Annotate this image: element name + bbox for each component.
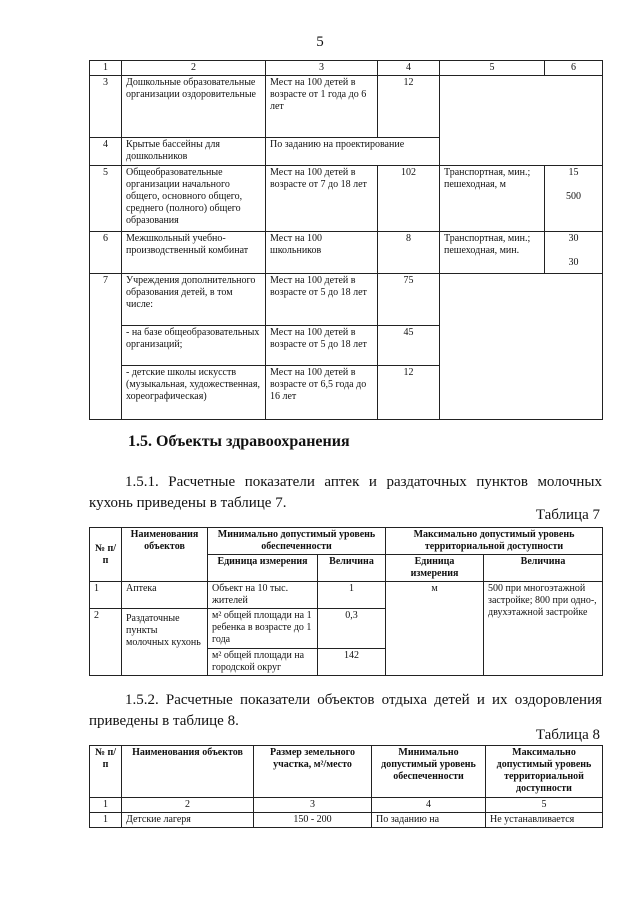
object-name: Общеобразовательные организации начального общего, основного общего, среднего (полного) общего образования [122, 166, 266, 232]
col-number: 1 [90, 61, 122, 76]
access-unit: м [386, 582, 484, 676]
table-header-row [90, 746, 603, 798]
unit: Мест на 100 детей в возрасте от 5 до 18 лет [266, 326, 378, 366]
header-name: Наименования объектов [122, 528, 208, 582]
col-number: 5 [440, 61, 545, 76]
header-value: Величина [318, 555, 386, 582]
row-number: 2 [90, 609, 122, 676]
access-label: Транспортная, мин.; пешеходная, м [440, 166, 545, 232]
header-min-level: Минимально допустимый уровень обеспеченности [208, 528, 386, 555]
access-values [545, 166, 603, 232]
pharmacy-table [89, 527, 603, 676]
value: 12 [378, 76, 440, 138]
unit: Мест на 100 детей в возрасте от 5 до 18 лет [266, 274, 378, 326]
col-number: 3 [254, 798, 372, 813]
section-heading: 1.5. Объекты здравоохранения [128, 433, 350, 450]
object-name: Детские лагеря [122, 813, 254, 828]
unit: Объект на 10 тыс. жителей [208, 582, 318, 609]
header-unit: Единица измерения [208, 555, 318, 582]
header-max-level: Максимально допустимый уровень территориальной доступности [486, 746, 603, 798]
access-values [545, 232, 603, 274]
access-value: 30 [568, 233, 579, 244]
row-number: 6 [90, 232, 122, 274]
col-number: 2 [122, 61, 266, 76]
row-number: 7 [90, 274, 122, 420]
access-value: 500 [566, 191, 581, 202]
unit: Мест на 100 детей в возрасте от 7 до 18 лет [266, 166, 378, 232]
header-area: Размер земельного участка, м²/место [254, 746, 372, 798]
table-row [90, 582, 603, 609]
value: 12 [378, 366, 440, 420]
table-row [90, 813, 603, 828]
value: 1 [318, 582, 386, 609]
area-value: 150 - 200 [254, 813, 372, 828]
object-name: Аптека [122, 582, 208, 609]
object-name: Учреждения дополнительного образования детей, в том числе: [122, 274, 266, 326]
value: 102 [378, 166, 440, 232]
access-value: 15 [568, 167, 579, 178]
header-number: № п/п [90, 746, 122, 798]
object-name: Дошкольные образовательные организации оздоровительные [122, 76, 266, 138]
value: 45 [378, 326, 440, 366]
max-level-value: Не устанавливается [486, 813, 603, 828]
unit: м² общей площади на городской округ [208, 649, 318, 676]
table-column-numbers [90, 798, 603, 813]
unit: По заданию на проектирование [266, 138, 440, 166]
access-empty [440, 76, 603, 166]
object-name: - детские школы искусств (музыкальная, художественная, хореографическая) [122, 366, 266, 420]
access-value: 500 при многоэтажной застройке; 800 при одно-, двухэтажной застройке [484, 582, 603, 676]
unit: м² общей площади на 1 ребенка в возрасте до 1 года [208, 609, 318, 649]
paragraph-1-5-1: 1.5.1. Расчетные показатели аптек и раздаточных пунктов молочных кухонь приведены в таблице 7. [89, 474, 602, 511]
header-min-level: Минимально допустимый уровень обеспеченности [372, 746, 486, 798]
table-8-caption: Таблица 8 [535, 727, 600, 743]
table-row [90, 232, 603, 274]
col-number: 5 [486, 798, 603, 813]
row-number: 4 [90, 138, 122, 166]
object-name: - на базе общеобразовательных организаций; [122, 326, 266, 366]
access-label: Транспортная, мин.; пешеходная, мин. [440, 232, 545, 274]
table-row [90, 76, 603, 138]
row-number: 1 [90, 582, 122, 609]
table-column-numbers [90, 61, 603, 76]
children-recreation-table [89, 745, 603, 828]
header-value: Величина [484, 555, 603, 582]
col-number: 2 [122, 798, 254, 813]
row-number: 3 [90, 76, 122, 138]
unit: Мест на 100 детей в возрасте от 1 года до 6 лет [266, 76, 378, 138]
row-number: 5 [90, 166, 122, 232]
access-empty [440, 274, 603, 420]
value: 8 [378, 232, 440, 274]
min-level-value: По заданию на [372, 813, 486, 828]
col-number: 4 [378, 61, 440, 76]
col-number: 4 [372, 798, 486, 813]
unit: Мест на 100 детей в возрасте от 6,5 года до 16 лет [266, 366, 378, 420]
value: 142 [318, 649, 386, 676]
value: 75 [378, 274, 440, 326]
object-name: Межшкольный учебно-производственный комбинат [122, 232, 266, 274]
object-name: Крытые бассейны для дошкольников [122, 138, 266, 166]
object-name: Раздаточные пункты молочных кухонь [122, 609, 208, 676]
col-number: 1 [90, 798, 122, 813]
page-number: 5 [316, 34, 324, 50]
access-value: 30 [568, 257, 579, 268]
paragraph-1-5-2: 1.5.2. Расчетные показатели объектов отдыха детей и их оздоровления приведены в таблице 8. [89, 692, 602, 729]
header-unit: Единица измерения [386, 555, 484, 582]
header-max-level: Максимально допустимый уровень территориальной доступности [386, 528, 603, 555]
unit: Мест на 100 школьников [266, 232, 378, 274]
table-row [90, 274, 603, 326]
education-objects-table [89, 60, 603, 420]
table-7-caption: Таблица 7 [535, 507, 600, 523]
table-header-row [90, 528, 603, 555]
header-name: Наименования объектов [122, 746, 254, 798]
col-number: 3 [266, 61, 378, 76]
col-number: 6 [545, 61, 603, 76]
table-row [90, 166, 603, 232]
row-number: 1 [90, 813, 122, 828]
header-number: № п/п [90, 528, 122, 582]
value: 0,3 [318, 609, 386, 649]
